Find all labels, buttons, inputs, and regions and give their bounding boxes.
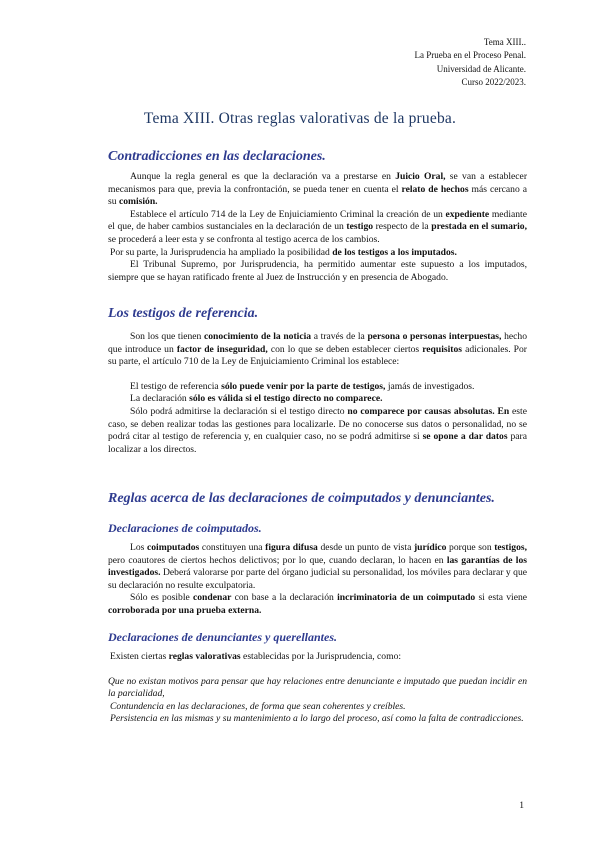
criterion-item: Contundencia en las declaraciones, de forma que sean coherentes y creíbles. [110, 700, 406, 712]
paragraph: Por su parte, la Jurisprudencia ha ampliado la posibilidad de los testigos a los imputados. [110, 246, 457, 258]
paragraph: El testigo de referencia sólo puede venir por la parte de testigos, jamás de investigados. [130, 380, 475, 392]
header-course-name: La Prueba en el Proceso Penal. [414, 50, 526, 61]
subsection-body-coimputados [108, 542, 527, 618]
section-body-contradicciones [108, 171, 527, 284]
header-academic-year: Curso 2022/2023. [461, 77, 526, 88]
section-body-testigos-referencia [108, 331, 527, 456]
paragraph: Sólo podrá admitirse la declaración si el testigo directo no comparece por causas absolutas. En este caso, se deben realizar todas las gestiones para localizarle. De no conocerse sus datos o personalidad, no se podrá citar al testigo de referencia y, en cualquier caso, no se podrá admitirse si se opone a dar datos para localizar a los directos. [108, 405, 527, 455]
section-heading-contradicciones: Contradicciones en las declaraciones. [108, 149, 326, 164]
criterion-item: Persistencia en las mismas y su mantenimiento a lo largo del proceso, así como la falta de contradicciones. [110, 713, 524, 725]
page-header [415, 36, 526, 90]
paragraph: Existen ciertas reglas valorativas establecidas por la Jurisprudencia, como: [110, 651, 402, 662]
section-heading-testigos-referencia: Los testigos de referencia. [108, 306, 259, 321]
section-heading-coimputados-denunciantes: Reglas acerca de las declaraciones de coimputados y denunciantes. [108, 491, 495, 506]
paragraph: Sólo es posible condenar con base a la declaración incriminatoria de un coimputado si esta viene corroborada por una prueba externa. [108, 592, 528, 616]
paragraph: Aunque la regla general es que la declaración va a prestarse en Juicio Oral, se van a establecer mecanismos para que, previa la confrontación, se pueda tener en cuenta el relato de hechos más cercano a su comisión. [108, 171, 528, 208]
document-title: Tema XIII. Otras reglas valorativas de la prueba. [143, 110, 457, 127]
header-topic: Tema XIII.. [483, 37, 526, 47]
header-university: Universidad de Alicante. [436, 63, 526, 74]
subheading-denunciantes: Declaraciones de denunciantes y querellantes. [108, 630, 337, 644]
subheading-coimputados: Declaraciones de coimputados. [108, 521, 262, 535]
paragraph: Los coimputados constituyen una figura difusa desde un punto de vista jurídico porque son testigos, pero coautores de ciertos hechos delictivos; por lo que, cuando declaran, lo hacen en las garantías de los investigados. Deberá valorarse por parte del órgano judicial su personalidad, los móviles para declarar y que su declaración no resulte exculpatoria. [108, 542, 528, 591]
paragraph: Establece el artículo 714 de la Ley de Enjuiciamiento Criminal la creación de un expediente mediante el que, de haber cambios sustanciales en la declaración de un testigo respecto de la prestada en el sumario, se procederá a leer esta y se confronta al testigo acerca de los cambios. [108, 208, 527, 245]
paragraph: Son los que tienen conocimiento de la noticia a través de la persona o personas interpuestas, hecho que introduce un factor de inseguridad, con lo que se deben establecer ciertos requisitos adicionales. Por su parte, el artículo 710 de la Ley de Enjuiciamiento Criminal los establece: [108, 331, 527, 368]
paragraph: La declaración sólo es válida si el testigo directo no comparece. [130, 393, 383, 405]
page-number: 1 [519, 800, 524, 811]
subsection-body-denunciantes [108, 651, 527, 726]
paragraph: El Tribunal Supremo, por Jurisprudencia, ha permitido aumentar este supuesto a los imputados, siempre que se hayan ratificado frente al Juez de Instrucción y en presencia de Abogado. [108, 259, 527, 283]
criterion-item: Que no existan motivos para pensar que hay relaciones entre denunciante e imputado que puedan incidir en la parcialidad, [108, 675, 527, 700]
